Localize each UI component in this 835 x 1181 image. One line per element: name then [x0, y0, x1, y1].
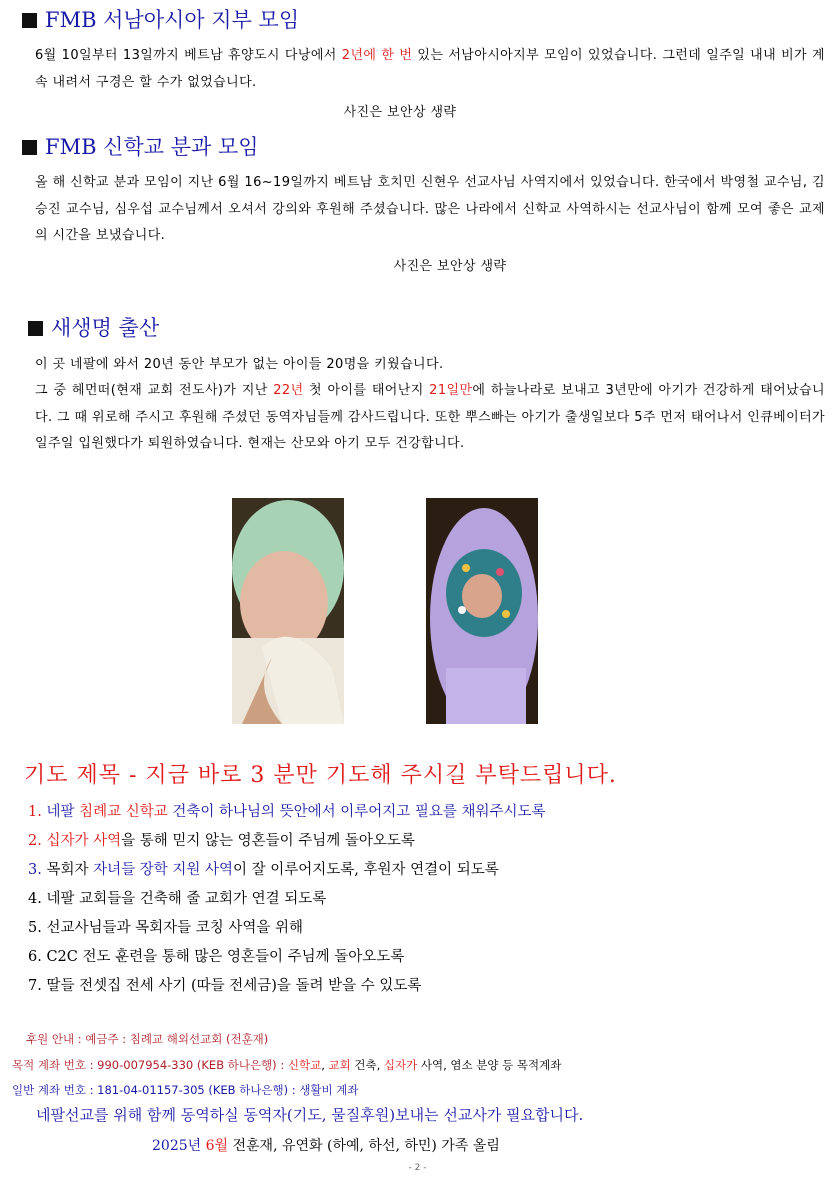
prayer-item-number: 6.: [28, 949, 42, 965]
prayer-item-number: 1.: [28, 804, 42, 820]
prayer-item-text: 건축이 하나님의 뜻안에서 이루어지고 필요를 채워주시도록: [167, 804, 546, 820]
prayer-item-text: 네팔: [41, 804, 80, 820]
prayer-item-text: 네팔 교회들을 건축해 줄 교회가 연결 되도록: [41, 891, 327, 907]
square-bullet-icon: [28, 321, 43, 336]
prayer-item-number: 5.: [28, 920, 42, 936]
square-bullet-icon: [22, 140, 37, 155]
prayer-item-text: 선교사님들과 목회자들 코칭 사역을 위해: [41, 920, 304, 936]
purpose-text: 건축,: [350, 1058, 384, 1072]
section-title-new-life: 새생명 출산: [28, 314, 159, 342]
prayer-item-text: 을 통해 믿지 않는 영혼들이 주님께 돌아오도록: [121, 833, 415, 849]
prayer-item: [28, 856, 546, 885]
purpose-account: 목적 계좌 번호 : 990-007954-330 (KEB 하나은행) : 신학교, 교회 건축, 십자가 사역, 염소 분양 등 목적계좌: [12, 1058, 562, 1072]
page-number: - 2 -: [408, 1163, 427, 1173]
purpose-text: 십자가: [383, 1058, 418, 1072]
prayer-item-number: 3.: [28, 862, 42, 878]
prayer-item-text: 이 잘 이루어지도록, 후원자 연결이 되도록: [232, 862, 499, 878]
section-title-fmb-southasia: FMB 서남아시아 지부 모임: [22, 6, 299, 34]
prayer-item-text: C2C 전도 훈련을 통해 많은 영혼들이 주님께 돌아오도록: [41, 949, 405, 965]
prayer-item: [28, 827, 546, 856]
appeal-text: 네팔선교를 위해 함께 동역하실 동역자(기도, 물질후원)보내는 선교사가 필요합니다.: [36, 1106, 584, 1124]
general-account: 일반 계좌 번호 : 181-04-01157-305 (KEB 하나은행) : 생활비 계좌: [12, 1083, 359, 1097]
support-info: 후원 안내 : 예금주 : 침례교 해외선교회 (전훈재): [26, 1032, 269, 1046]
prayer-item: [28, 943, 546, 972]
prayer-item-number: 7.: [28, 978, 42, 994]
section2-photo-note: 사진은 보안상 생략: [393, 259, 507, 274]
purpose-text: ,: [321, 1058, 329, 1072]
prayer-item: [28, 885, 546, 914]
newborn-photo-1-image: [232, 498, 344, 724]
prayer-item: [28, 972, 546, 1001]
prayer-item-number: 4.: [28, 891, 42, 907]
section1-photo-note: 사진은 보안상 생략: [343, 105, 457, 120]
purpose-text: 사역, 염소 분양 등 목적계좌: [417, 1058, 562, 1072]
prayer-item-text: 딸들 전셋집 전세 사기 (따들 전세금)을 돌려 받을 수 있도록: [41, 978, 422, 994]
prayer-item-text: 십자가 사역: [41, 833, 122, 849]
prayer-item: [28, 914, 546, 943]
prayer-item-text: 목회자: [41, 862, 94, 878]
newborn-photo-2: [426, 498, 538, 724]
newborn-photo-2-image: [426, 498, 538, 724]
prayer-item-number: 2.: [28, 833, 42, 849]
prayer-title: 기도 제목 - 지금 바로 3 분만 기도해 주시길 부탁드립니다.: [24, 763, 617, 788]
section3-line1: 이 곳 네팔에 와서 20년 동안 부모가 없는 아이들 20명을 키웠습니다.: [35, 357, 444, 372]
signature: 2025년 6월 전훈재, 유연화 (하예, 하선, 하민) 가족 올림: [152, 1138, 500, 1154]
purpose-text: 교회: [328, 1058, 351, 1072]
newborn-photo-1: [232, 498, 344, 724]
section-title-fmb-seminary: FMB 신학교 분과 모임: [22, 133, 259, 161]
section1-body: 6월 10일부터 13일까지 베트남 휴양도시 다낭에서 2년에 한 번 있는 서남아시아지부 모임이 있었습니다. 그런데 일주일 내내 비가 계속 내려서 구경은 할 수가 없었습니다.: [35, 48, 826, 90]
section3-body: 그 중 헤먼떠(현재 교회 전도사)가 지난 22년 첫 아이를 태어난지 21일만에 하늘나라로 보내고 3년만에 아기가 건강하게 태어났습니다. 그 때 위로해 주시고 후원해 주셨던 동역자님들께 감사드립니다. 또한 뿌스빠는 아기가 출생일보다 5주 먼저 태어나서 인큐베이터가 일주일 입원했다가 퇴원하였습니다. 현재는 산모와 아기 모두 건강합니다.: [35, 383, 825, 451]
square-bullet-icon: [22, 13, 37, 28]
prayer-list: [28, 798, 546, 1001]
prayer-item-text: 자녀들 장학 지원 사역: [93, 862, 233, 878]
prayer-item-text: 침례교 신학교: [79, 804, 168, 820]
section2-body: 올 해 신학교 분과 모임이 지난 6월 16~19일까지 베트남 호치민 신현우 선교사님 사역지에서 있었습니다. 한국에서 박영철 교수님, 김승진 교수님, 심우섭 교수님께서 오셔서 강의와 후원해 주셨습니다. 많은 나라에서 신학교 사역하시는 선교사님이 함께 모여 좋은 교제의 시간을 보냈습니다.: [35, 175, 825, 243]
purpose-text: 신학교: [287, 1058, 322, 1072]
prayer-item: [28, 798, 546, 827]
